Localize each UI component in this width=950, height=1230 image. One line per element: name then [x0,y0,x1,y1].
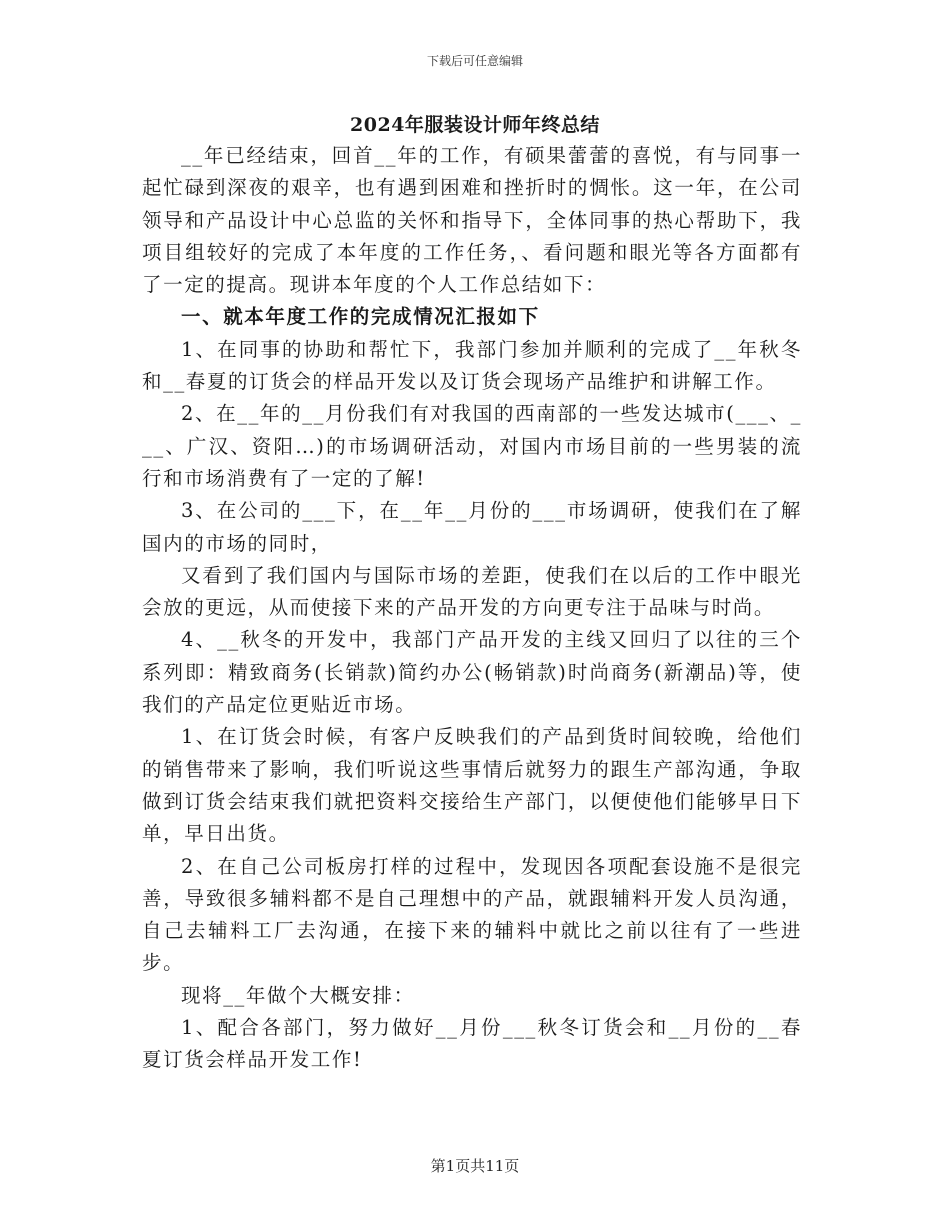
body-paragraph: 3、在公司的___下，在__年__月份的___市场调研，使我们在了解国内的市场的同时， [142,499,802,555]
body-paragraph: 1、在同事的协助和帮忙下，我部门参加并顺利的完成了__年秋冬和__春夏的订货会的样品开发以及订货会现场产品维护和讲解工作。 [142,337,802,394]
document-title: 2024年服装设计师年终总结 [350,114,600,136]
page-number-footer: 第1页共11页 [430,1157,520,1175]
body-paragraph: 1、在订货会时候，有客户反映我们的产品到货时间较晚，给他们的销售带来了影响，我们听说这些事情后就努力的跟生产部沟通，争取做到订货会结束我们就把资料交接给生产部门，以便使他们能够早日下单，早日出货。 [142,725,802,846]
body-paragraph: 4、__秋冬的开发中，我部门产品开发的主线又回归了以往的三个系列即：精致商务(长销款)简约办公(畅销款)时尚商务(新潮品)等，使我们的产品定位更贴近市场。 [142,628,802,717]
body-paragraph: 1、配合各部门，努力做好__月份___秋冬订货会和__月份的__春夏订货会样品开发工作! [142,1016,802,1072]
page-header-note: 下载后可任意编辑 [426,54,523,68]
body-paragraph: 现将__年做个大概安排： [181,983,415,1007]
intro-paragraph: __年已经结束，回首__年的工作，有硕果蕾蕾的喜悦，有与同事一起忙碌到深夜的艰辛，也有遇到困难和挫折时的惆怅。这一年，在公司领导和产品设计中心总监的关怀和指导下，全体同事的热心帮助下，我项目组较好的完成了本年度的工作任务，、看问题和眼光等各方面都有了一定的提高。现讲本年度的个人工作总结如下： [142,144,802,297]
body-paragraph: 又看到了我们国内与国际市场的差距，使我们在以后的工作中眼光会放的更远，从而使接下来的产品开发的方向更专注于品味与时尚。 [142,563,802,620]
document-body [142,140,802,1077]
body-paragraph: 2、在__年的__月份我们有对我国的西南部的一些发达城市(___、___、广汉、资阳…)的市场调研活动，对国内市场目前的一些男装的流行和市场消费有了一定的了解! [142,402,802,490]
body-paragraph: 2、在自己公司板房打样的过程中，发现因各项配套设施不是很完善，导致很多辅料都不是自己理想中的产品，就跟辅料开发人员沟通，自己去辅料工厂去沟通，在接下来的辅料中就比之前以往有了一些进步。 [142,854,802,975]
section-heading: 一、就本年度工作的完成情况汇报如下 [181,305,540,329]
